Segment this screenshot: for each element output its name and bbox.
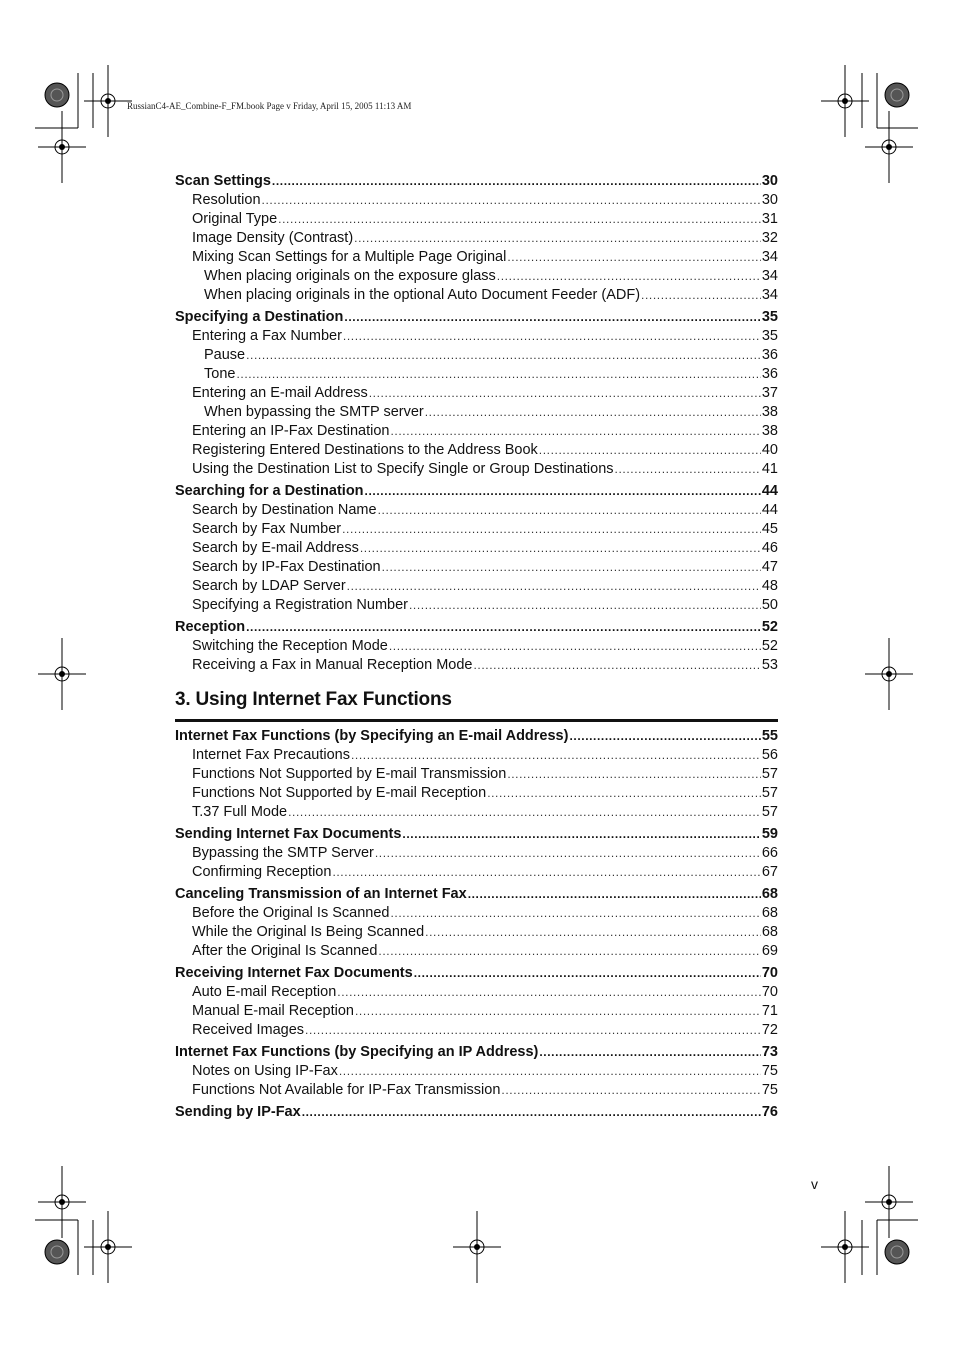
- toc-entry[interactable]: [175, 229, 778, 248]
- toc-entry[interactable]: [175, 501, 778, 520]
- dot-leader: [272, 172, 761, 191]
- toc-entry-page: 52: [761, 619, 778, 635]
- toc-entry-title: Auto E-mail Reception: [192, 984, 337, 1000]
- dot-leader: [351, 746, 761, 765]
- toc-entry[interactable]: [175, 191, 778, 210]
- toc-entry-title: Resolution: [192, 192, 261, 208]
- dot-leader: [641, 286, 761, 305]
- toc-entry-title: Mixing Scan Settings for a Multiple Page Original: [192, 249, 507, 265]
- toc-entry-page: 66: [761, 845, 778, 861]
- dot-leader: [425, 923, 761, 942]
- toc-entry-title: Specifying a Destination: [175, 309, 344, 325]
- dot-leader: [360, 539, 761, 558]
- toc-entry[interactable]: [175, 346, 778, 365]
- toc-entry-title: Original Type: [192, 211, 278, 227]
- toc-entry-page: 46: [761, 540, 778, 556]
- toc-entry-title: Search by IP-Fax Destination: [192, 559, 381, 575]
- toc-entry-page: 47: [761, 559, 778, 575]
- toc-entry-title: Sending by IP-Fax: [175, 1104, 301, 1120]
- toc-entry[interactable]: [175, 784, 778, 803]
- dot-leader: [332, 863, 760, 882]
- toc-entry[interactable]: [175, 746, 778, 765]
- toc-entry[interactable]: [175, 1081, 778, 1100]
- toc-entry-page: 38: [761, 423, 778, 439]
- crosshair-mark: [84, 1211, 132, 1283]
- toc-entry-title: Search by Fax Number: [192, 521, 342, 537]
- toc-entry[interactable]: [175, 923, 778, 942]
- dot-leader: [497, 267, 761, 286]
- toc-entry-title: Registering Entered Destinations to the Address Book: [192, 442, 538, 458]
- toc-entry-page: 34: [761, 268, 778, 284]
- toc-entry-page: 68: [761, 886, 778, 902]
- toc-entry[interactable]: [175, 803, 778, 822]
- toc-entry-title: Tone: [204, 366, 236, 382]
- toc-entry[interactable]: [175, 656, 778, 675]
- dial-mark: [45, 1240, 69, 1264]
- dot-leader: [354, 229, 761, 248]
- toc-entry[interactable]: [175, 558, 778, 577]
- dot-leader: [337, 983, 761, 1002]
- dot-leader: [409, 596, 761, 615]
- crosshair-mark: [38, 111, 86, 183]
- toc-entry-title: Sending Internet Fax Documents: [175, 826, 402, 842]
- dot-leader: [402, 825, 760, 844]
- toc-entry[interactable]: [175, 365, 778, 384]
- dot-leader: [378, 942, 760, 961]
- toc-entry[interactable]: [175, 539, 778, 558]
- toc-entry-title: Internet Fax Functions (by Specifying an E-mail Address): [175, 728, 569, 744]
- toc-entry-page: 38: [761, 404, 778, 420]
- dot-leader: [378, 501, 761, 520]
- toc-entry-title: Using the Destination List to Specify Single or Group Destinations: [192, 461, 614, 477]
- toc-heading-entry[interactable]: [175, 172, 778, 191]
- dot-leader: [425, 403, 761, 422]
- toc-entry-page: 35: [761, 309, 778, 325]
- toc-entry-title: While the Original Is Being Scanned: [192, 924, 425, 940]
- toc-entry-title: Reception: [175, 619, 246, 635]
- toc-entry-page: 57: [761, 804, 778, 820]
- toc-entry-title: Entering a Fax Number: [192, 328, 342, 344]
- toc-entry-page: 37: [761, 385, 778, 401]
- toc-entry-page: 70: [761, 965, 778, 981]
- dial-mark: [45, 83, 69, 107]
- toc-section-3: [175, 727, 778, 1122]
- dot-leader: [369, 384, 761, 403]
- toc-entry-title: Switching the Reception Mode: [192, 638, 388, 654]
- chapter-heading: 3. Using Internet Fax Functions: [175, 689, 778, 722]
- toc-entry[interactable]: [175, 1021, 778, 1040]
- toc-entry-page: 57: [761, 766, 778, 782]
- dot-leader: [389, 637, 761, 656]
- dot-leader: [501, 1081, 760, 1100]
- toc-entry-page: 44: [761, 483, 778, 499]
- toc-entry[interactable]: [175, 286, 778, 305]
- toc-heading-entry[interactable]: [175, 825, 778, 844]
- toc-entry-title: Image Density (Contrast): [192, 230, 354, 246]
- toc-entry-title: Canceling Transmission of an Internet Fax: [175, 886, 467, 902]
- dot-leader: [342, 520, 761, 539]
- toc-entry-title: T.37 Full Mode: [192, 804, 288, 820]
- dot-leader: [339, 1062, 761, 1081]
- toc-entry[interactable]: [175, 863, 778, 882]
- toc-entry-page: 68: [761, 924, 778, 940]
- toc-entry[interactable]: [175, 637, 778, 656]
- table-of-contents: [175, 172, 778, 1122]
- toc-entry-title: Bypassing the SMTP Server: [192, 845, 374, 861]
- toc-entry-title: Receiving a Fax in Manual Reception Mode: [192, 657, 473, 673]
- toc-entry-page: 70: [761, 984, 778, 1000]
- toc-entry-page: 36: [761, 347, 778, 363]
- toc-entry-page: 41: [761, 461, 778, 477]
- toc-entry-page: 40: [761, 442, 778, 458]
- toc-entry[interactable]: [175, 520, 778, 539]
- toc-entry-page: 52: [761, 638, 778, 654]
- toc-entry-page: 53: [761, 657, 778, 673]
- toc-entry-title: Internet Fax Functions (by Specifying an IP Address): [175, 1044, 539, 1060]
- toc-entry-page: 36: [761, 366, 778, 382]
- toc-entry-title: Functions Not Supported by E-mail Reception: [192, 785, 487, 801]
- toc-entry-title: Search by LDAP Server: [192, 578, 346, 594]
- toc-entry-page: 31: [761, 211, 778, 227]
- toc-entry-title: Internet Fax Precautions: [192, 747, 350, 763]
- toc-heading-entry[interactable]: [175, 727, 778, 746]
- dot-leader: [468, 885, 761, 904]
- dot-leader: [539, 1043, 760, 1062]
- toc-entry-title: When placing originals in the optional Auto Document Feeder (ADF): [204, 287, 641, 303]
- toc-entry[interactable]: [175, 844, 778, 863]
- toc-section-2: [175, 172, 778, 675]
- dot-leader: [246, 346, 761, 365]
- toc-entry-title: Notes on Using IP-Fax: [192, 1063, 338, 1079]
- crosshair-mark: [865, 1166, 913, 1238]
- toc-entry-page: 56: [761, 747, 778, 763]
- toc-entry-page: 71: [761, 1003, 778, 1019]
- toc-entry-title: Pause: [204, 347, 246, 363]
- toc-entry-page: 76: [761, 1104, 778, 1120]
- dot-leader: [507, 765, 761, 784]
- toc-entry[interactable]: [175, 577, 778, 596]
- toc-entry-title: Receiving Internet Fax Documents: [175, 965, 413, 981]
- crosshair-mark: [453, 1211, 501, 1283]
- toc-entry-page: 34: [761, 249, 778, 265]
- toc-entry-page: 72: [761, 1022, 778, 1038]
- dot-leader: [343, 327, 761, 346]
- dot-leader: [278, 210, 761, 229]
- toc-entry[interactable]: [175, 765, 778, 784]
- dot-leader: [615, 460, 761, 479]
- toc-entry-page: 59: [761, 826, 778, 842]
- dot-leader: [390, 904, 760, 923]
- toc-entry-page: 75: [761, 1063, 778, 1079]
- toc-entry-page: 57: [761, 785, 778, 801]
- toc-entry-title: Confirming Reception: [192, 864, 332, 880]
- toc-entry-page: 75: [761, 1082, 778, 1098]
- print-header: RussianC4-AE_Combine-F_FM.book Page v Friday, April 15, 2005 11:13 AM: [127, 101, 412, 111]
- toc-entry-title: When bypassing the SMTP server: [204, 404, 424, 420]
- toc-entry-page: 35: [761, 328, 778, 344]
- toc-entry[interactable]: [175, 904, 778, 923]
- dot-leader: [414, 964, 761, 983]
- toc-entry-page: 45: [761, 521, 778, 537]
- dot-leader: [539, 441, 761, 460]
- crosshair-mark: [38, 638, 86, 710]
- toc-entry-title: Functions Not Available for IP-Fax Transmission: [192, 1082, 501, 1098]
- toc-entry[interactable]: [175, 1062, 778, 1081]
- toc-heading-entry[interactable]: [175, 1103, 778, 1122]
- dial-mark: [885, 83, 909, 107]
- dot-leader: [375, 844, 761, 863]
- toc-heading-entry[interactable]: [175, 482, 778, 501]
- toc-entry-page: 48: [761, 578, 778, 594]
- toc-entry[interactable]: [175, 327, 778, 346]
- toc-entry-title: Scan Settings: [175, 173, 271, 189]
- dot-leader: [344, 308, 760, 327]
- dot-leader: [305, 1021, 761, 1040]
- dot-leader: [347, 577, 761, 596]
- toc-entry-page: 69: [761, 943, 778, 959]
- toc-entry[interactable]: [175, 596, 778, 615]
- toc-entry-title: Functions Not Supported by E-mail Transmission: [192, 766, 507, 782]
- dot-leader: [569, 727, 760, 746]
- crosshair-mark: [865, 638, 913, 710]
- toc-entry[interactable]: [175, 403, 778, 422]
- toc-entry-title: Before the Original Is Scanned: [192, 905, 390, 921]
- toc-entry-title: Search by Destination Name: [192, 502, 377, 518]
- toc-entry[interactable]: [175, 942, 778, 961]
- toc-entry-title: Received Images: [192, 1022, 305, 1038]
- page-number: v: [811, 1176, 818, 1192]
- crosshair-mark: [865, 111, 913, 183]
- toc-entry-page: 30: [761, 192, 778, 208]
- dot-leader: [365, 482, 761, 501]
- toc-heading-entry[interactable]: [175, 618, 778, 637]
- toc-entry[interactable]: [175, 1002, 778, 1021]
- toc-entry-title: When placing originals on the exposure glass: [204, 268, 496, 284]
- toc-entry[interactable]: [175, 248, 778, 267]
- toc-entry-title: Entering an IP-Fax Destination: [192, 423, 390, 439]
- toc-entry-title: Entering an E-mail Address: [192, 385, 368, 401]
- toc-entry-title: Manual E-mail Reception: [192, 1003, 354, 1019]
- toc-entry[interactable]: [175, 267, 778, 286]
- dot-leader: [288, 803, 761, 822]
- toc-entry[interactable]: [175, 422, 778, 441]
- dot-leader: [236, 365, 760, 384]
- toc-entry-title: After the Original Is Scanned: [192, 943, 378, 959]
- toc-entry-page: 32: [761, 230, 778, 246]
- crosshair-mark: [38, 1166, 86, 1238]
- toc-entry-title: Search by E-mail Address: [192, 540, 359, 556]
- toc-entry-page: 67: [761, 864, 778, 880]
- toc-entry-page: 68: [761, 905, 778, 921]
- toc-entry-page: 44: [761, 502, 778, 518]
- dot-leader: [246, 618, 761, 637]
- toc-entry-page: 34: [761, 287, 778, 303]
- dot-leader: [382, 558, 761, 577]
- toc-entry-page: 55: [761, 728, 778, 744]
- toc-entry[interactable]: [175, 460, 778, 479]
- dot-leader: [487, 784, 761, 803]
- dot-leader: [355, 1002, 761, 1021]
- toc-heading-entry[interactable]: [175, 308, 778, 327]
- toc-entry-page: 50: [761, 597, 778, 613]
- toc-entry[interactable]: [175, 210, 778, 229]
- toc-entry[interactable]: [175, 983, 778, 1002]
- toc-heading-entry[interactable]: [175, 964, 778, 983]
- dot-leader: [473, 656, 760, 675]
- dot-leader: [507, 248, 761, 267]
- dot-leader: [390, 422, 760, 441]
- toc-heading-entry[interactable]: [175, 1043, 778, 1062]
- toc-heading-entry[interactable]: [175, 885, 778, 904]
- toc-entry-page: 30: [761, 173, 778, 189]
- toc-entry-page: 73: [761, 1044, 778, 1060]
- toc-entry-title: Searching for a Destination: [175, 483, 364, 499]
- toc-entry[interactable]: [175, 441, 778, 460]
- dot-leader: [302, 1103, 761, 1122]
- dial-mark: [885, 1240, 909, 1264]
- toc-entry-title: Specifying a Registration Number: [192, 597, 408, 613]
- dot-leader: [262, 191, 761, 210]
- toc-entry[interactable]: [175, 384, 778, 403]
- crosshair-mark: [84, 65, 132, 137]
